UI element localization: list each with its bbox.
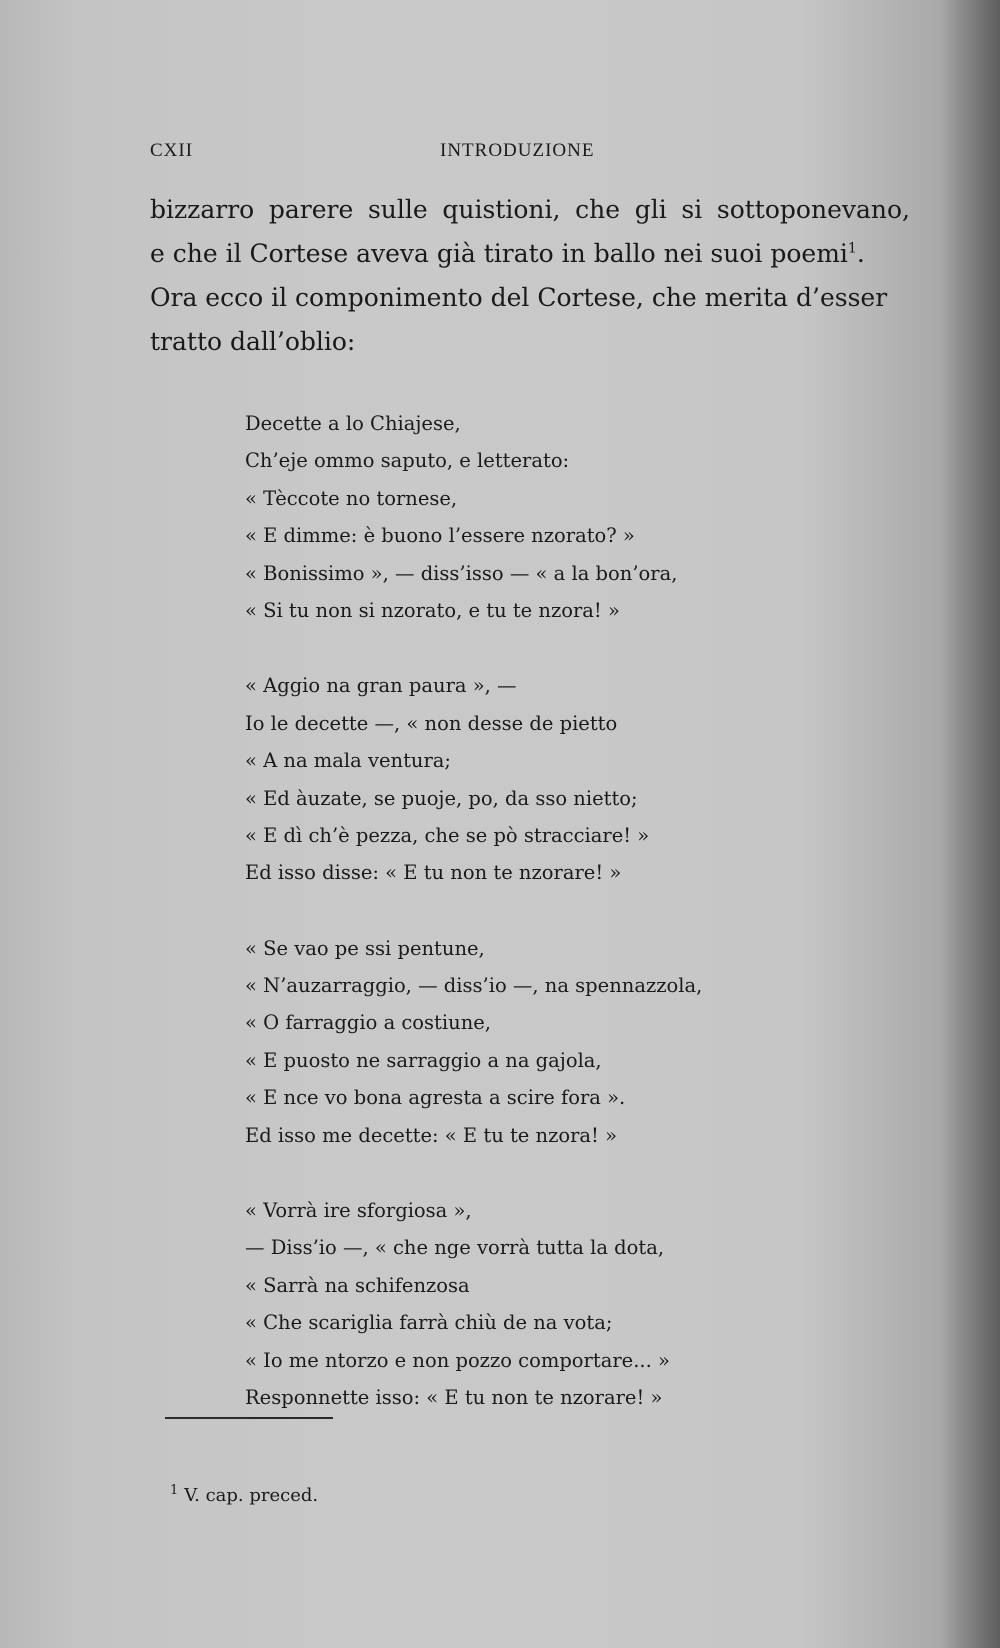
- poem-stanza: [245, 667, 805, 891]
- poem-verse: « O farraggio a costiune,: [245, 1011, 491, 1035]
- footnote-number: 1: [170, 1483, 179, 1498]
- running-head: INTRODUZIONE: [440, 140, 595, 161]
- poem-verse: Decette a lo Chiajese,: [245, 412, 461, 435]
- poem-stanza: [245, 930, 805, 1154]
- footnote-rule: [165, 1417, 333, 1419]
- footnote-reference-trail: .: [856, 239, 865, 268]
- poem-verse: « Se vao pe ssi pentune,: [245, 936, 485, 960]
- poem-verse: « Io me ntorzo e non pozzo comportare... »: [245, 1348, 670, 1372]
- poem-verse: « Si tu non si nzorato, e tu te nzora! »: [245, 598, 620, 622]
- poem-verse: Ed isso me decette: « E tu te nzora! »: [245, 1123, 618, 1147]
- poem-verse: — Diss’io —, « che nge vorrà tutta la dota,: [245, 1236, 665, 1260]
- poem-verse: « N’auzarraggio, — diss’io —, na spennazzola,: [245, 974, 703, 998]
- page-header: [150, 140, 625, 164]
- prose-line: Ora ecco il componimento del Cortese, che merita d’esser: [150, 283, 888, 312]
- poem-verse: « Tèccote no tornese,: [245, 486, 458, 510]
- poem-verse: « Bonissimo », — diss’isso — « a la bon’ora,: [245, 561, 678, 585]
- poem-verse: Ch’eje ommo saputo, e letterato:: [245, 449, 570, 473]
- poem-verse: « E dì ch’è pezza, che se pò stracciare! »: [245, 823, 650, 847]
- prose-line: tratto dall’oblio:: [150, 327, 356, 356]
- footnote: [170, 1485, 318, 1506]
- poem-stanza: [245, 1192, 805, 1416]
- poem-verse: « E puosto ne sarraggio a na gajola,: [245, 1048, 602, 1072]
- prose-line: bizzarro parere sulle quistioni, che gli si sottoponevano,: [150, 195, 910, 224]
- poem-verse: « E dimme: è buono l’essere nzorato? »: [245, 524, 635, 548]
- poem-verse: « Che scariglia farrà chiù de na vota;: [245, 1311, 613, 1335]
- poem-verse: Io le decette —, « non desse de pietto: [245, 711, 618, 735]
- prose-line-text: e che il Cortese aveva già tirato in ballo nei suoi poemi: [150, 239, 848, 268]
- poem-verse: « Sarrà na schifenzosa: [245, 1273, 470, 1297]
- poem-verse: « A na mala ventura;: [245, 749, 451, 773]
- poem-verse: « Vorrà ire sforgiosa »,: [245, 1199, 472, 1223]
- footnote-text: V. cap. preced.: [184, 1485, 319, 1506]
- poem-verse: « E nce vo bona agresta a scire fora ».: [245, 1086, 626, 1110]
- footnote-reference: 1: [847, 240, 857, 257]
- page-gutter-shadow: [940, 0, 1000, 1648]
- page-number: CXII: [150, 140, 194, 161]
- poem-verse: « Aggio na gran paura », —: [245, 674, 517, 698]
- poem-stanza: [245, 405, 805, 629]
- prose-paragraph: [150, 188, 910, 364]
- poem-verse: Responnette isso: « E tu non te nzorare! »: [245, 1385, 663, 1409]
- prose-line: [150, 232, 910, 276]
- poem: [245, 405, 805, 1416]
- poem-verse: « Ed àuzate, se puoje, po, da sso nietto;: [245, 786, 638, 810]
- poem-verse: Ed isso disse: « E tu non te nzorare! »: [245, 861, 622, 885]
